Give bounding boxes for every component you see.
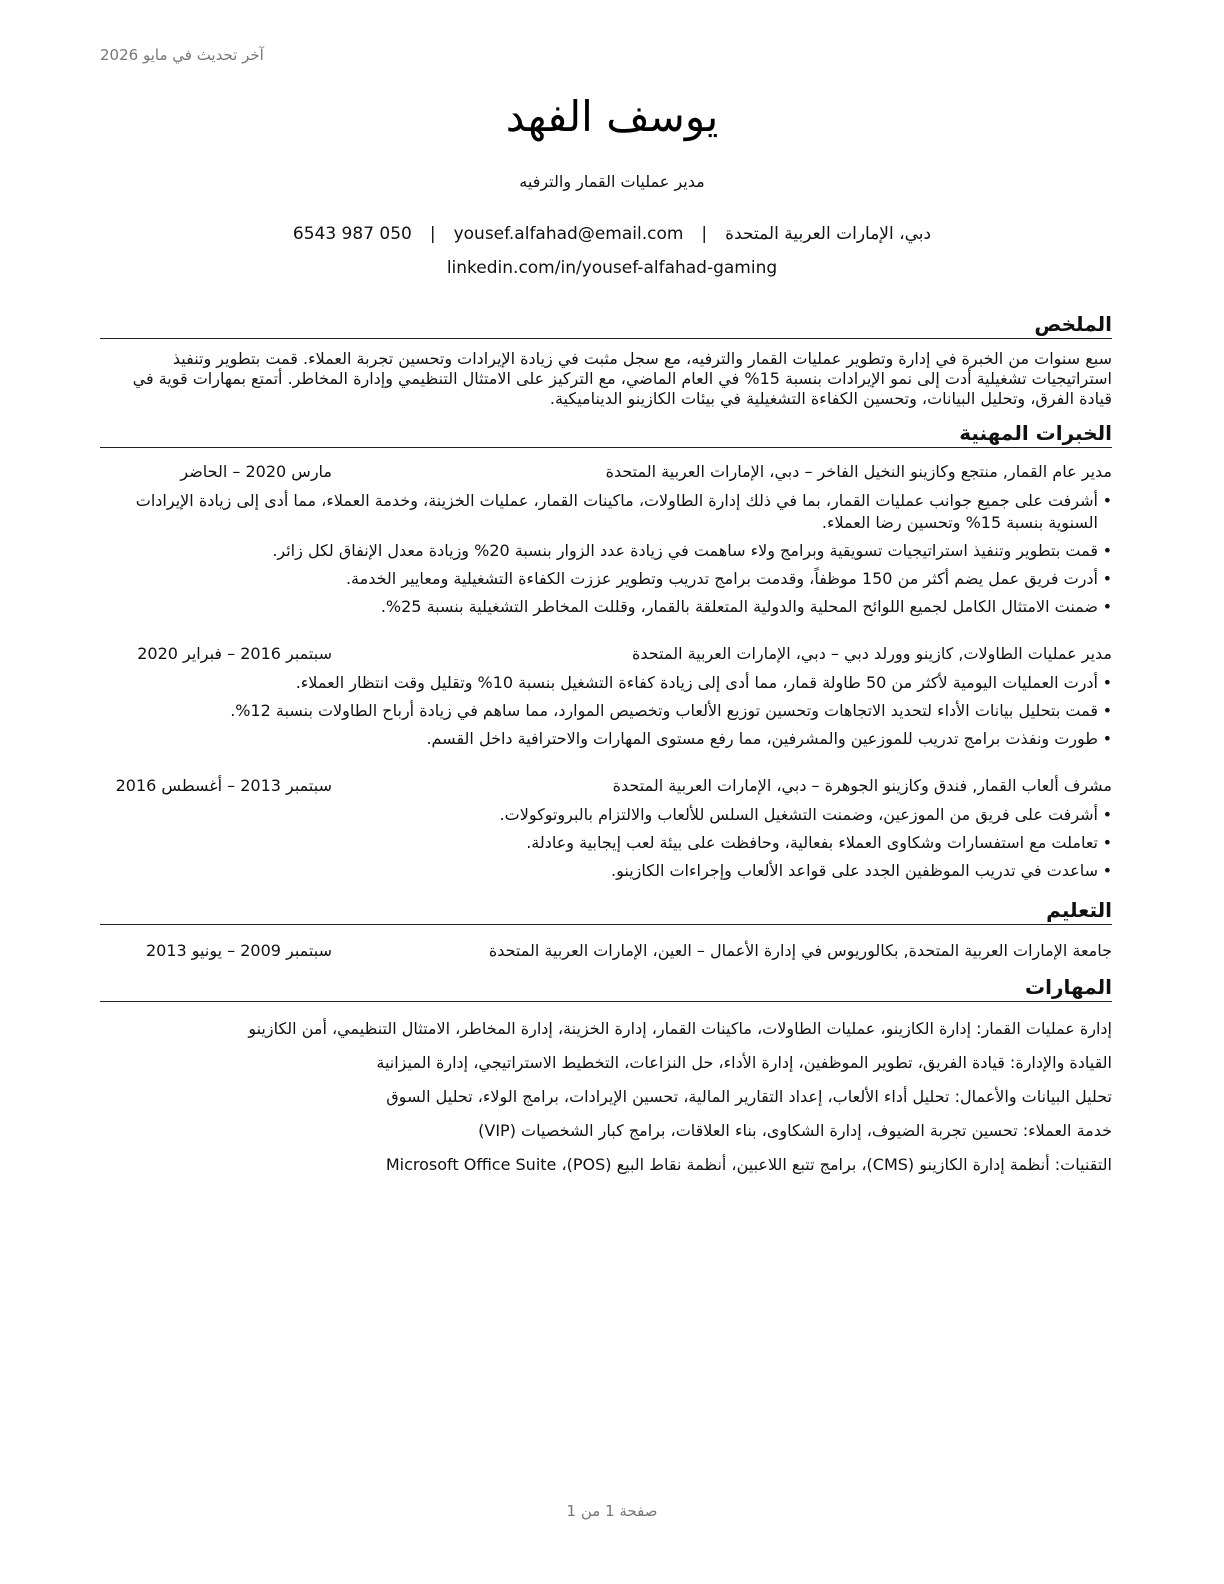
- bullet-item: [100, 804, 1112, 826]
- bullet-icon: •: [1102, 701, 1112, 720]
- candidate-name: يوسف الفهد: [505, 92, 719, 141]
- bullet-icon: •: [1102, 861, 1112, 880]
- skills-list: [100, 1012, 1112, 1182]
- job-dates: مارس 2020 – الحاضر: [180, 462, 332, 481]
- skill-line: خدمة العملاء: تحسين تجربة الضيوف، إدارة الشكاوى، بناء العلاقات، برامج كبار الشخصيات (VIP): [478, 1121, 1112, 1140]
- job-entry: [100, 642, 1112, 750]
- bullet-item: [100, 568, 1112, 590]
- separator: |: [701, 224, 708, 244]
- bullet-item: [100, 672, 1112, 694]
- bullet-icon: •: [1102, 729, 1112, 748]
- bullet-item: [100, 728, 1112, 750]
- contact-line: [0, 224, 1224, 244]
- email-link[interactable]: yousef.alfahad@email.com: [453, 224, 684, 244]
- phone-number: 6543 987 050: [292, 224, 412, 244]
- bullet-text: أشرفت على جميع جوانب عمليات القمار، بما في ذلك إدارة الطاولات، ماكينات القمار، عمليات الخزينة، وخدمة العملاء، مما أدى إلى زيادة الإيرادات السنوية بنسبة 15% وتحسين رضا العملاء.: [135, 491, 1098, 532]
- job-bullets: [100, 490, 1112, 618]
- job-bullets: [100, 804, 1112, 882]
- education-entry: [100, 939, 1112, 963]
- education-dates: سبتمبر 2009 – يونيو 2013: [145, 941, 332, 960]
- bullet-text: أدرت فريق عمل يضم أكثر من 150 موظفاً، وقدمت برامج تدريب وتطوير عززت الكفاءة التشغيلية ومعايير الخدمة.: [345, 569, 1098, 588]
- page-number: صفحة 1 من 1: [566, 1502, 658, 1520]
- job-dates: سبتمبر 2013 – أغسطس 2016: [115, 776, 332, 795]
- linkedin-link[interactable]: linkedin.com/in/yousef-alfahad-gaming: [446, 258, 778, 278]
- bullet-text: أدرت العمليات اليومية لأكثر من 50 طاولة قمار، مما أدى إلى زيادة كفاءة التشغيل بنسبة 10% وتقليل وقت انتظار العملاء.: [295, 673, 1098, 692]
- resume-content: [100, 312, 1112, 1182]
- bullet-item: [100, 596, 1112, 618]
- education-heading: التعليم: [100, 898, 1112, 925]
- skill-line: التقنيات: أنظمة إدارة الكازينو (CMS)، برامج تتبع اللاعبين، أنظمة نقاط البيع (POS)، Microsoft Office Suite: [385, 1155, 1112, 1174]
- separator: |: [429, 224, 436, 244]
- bullet-text: تعاملت مع استفسارات وشكاوى العملاء بفعالية، وحافظت على بيئة لعب إيجابية وعادلة.: [526, 833, 1098, 852]
- bullet-icon: •: [1102, 597, 1112, 616]
- last-updated: آخر تحديث في مايو 2026: [100, 46, 264, 64]
- summary-heading: الملخص: [100, 312, 1112, 339]
- bullet-item: [100, 860, 1112, 882]
- bullet-text: قمت بتحليل بيانات الأداء لتحديد الاتجاهات وتحسين توزيع الألعاب وتخصيص الموارد، مما ساهم في زيادة أرباح الطاولات بنسبة 12%.: [230, 701, 1098, 720]
- location: دبي، الإمارات العربية المتحدة: [725, 224, 932, 244]
- bullet-icon: •: [1102, 805, 1112, 824]
- bullet-text: طورت ونفذت برامج تدريب للموزعين والمشرفين، مما رفع مستوى المهارات والاحترافية داخل القسم.: [426, 729, 1098, 748]
- skill-line: القيادة والإدارة: قيادة الفريق، تطوير الموظفين، إدارة الأداء، حل النزاعات، التخطيط الاستراتيجي، إدارة الميزانية: [376, 1053, 1112, 1072]
- experience-heading: الخبرات المهنية: [100, 421, 1112, 448]
- bullet-text: ساعدت في تدريب الموظفين الجدد على قواعد الألعاب وإجراءات الكازينو.: [611, 861, 1098, 880]
- bullet-icon: •: [1102, 569, 1112, 588]
- bullet-item: [100, 700, 1112, 722]
- job-dates: سبتمبر 2016 – فبراير 2020: [137, 644, 332, 663]
- job-entry: [100, 774, 1112, 882]
- job-header: [100, 460, 1112, 484]
- bullet-text: ضمنت الامتثال الكامل لجميع اللوائح المحلية والدولية المتعلقة بالقمار، وقللت المخاطر التشغيلية بنسبة 25%.: [380, 597, 1098, 616]
- job-title-org: مدير عمليات الطاولات, كازينو وورلد دبي – دبي، الإمارات العربية المتحدة: [632, 644, 1112, 663]
- job-title-org: مدير عام القمار, منتجع وكازينو النخيل الفاخر – دبي، الإمارات العربية المتحدة: [605, 462, 1112, 481]
- summary-text: سبع سنوات من الخبرة في إدارة وتطوير عمليات القمار والترفيه، مع سجل مثبت في زيادة الإيرادات وتحسين تجربة العملاء. قمت بتطوير وتنفيذ استراتيجيات تشغيلية أدت إلى نمو الإيرادات بنسبة 15% في العام الماضي، مع التركيز على الامتثال التنظيمي وإدارة المخاطر. أتمتع بمهارات قوية في قيادة الفرق، وتحليل البيانات، وتحسين الكفاءة التشغيلية في بيئات الكازينو الديناميكية.: [132, 349, 1112, 408]
- bullet-icon: •: [1102, 541, 1112, 560]
- job-header: [100, 774, 1112, 798]
- education-institution: جامعة الإمارات العربية المتحدة, بكالوريوس في إدارة الأعمال – العين، الإمارات العربية المتحدة: [488, 941, 1112, 960]
- skills-heading: المهارات: [100, 975, 1112, 1002]
- bullet-item: [100, 540, 1112, 562]
- job-header: [100, 642, 1112, 666]
- job-title: مدير عمليات القمار والترفيه: [519, 172, 705, 191]
- bullet-icon: •: [1102, 491, 1112, 510]
- bullet-icon: •: [1102, 833, 1112, 852]
- bullet-icon: •: [1102, 673, 1112, 692]
- skill-line: تحليل البيانات والأعمال: تحليل أداء الألعاب، إعداد التقارير المالية، تحسين الإيرادات، برامج الولاء، تحليل السوق: [386, 1087, 1112, 1106]
- job-entry: [100, 460, 1112, 618]
- bullet-text: أشرفت على فريق من الموزعين، وضمنت التشغيل السلس للألعاب والالتزام بالبروتوكولات.: [499, 805, 1098, 824]
- bullet-item: [100, 832, 1112, 854]
- job-bullets: [100, 672, 1112, 750]
- job-title-org: مشرف ألعاب القمار, فندق وكازينو الجوهرة – دبي، الإمارات العربية المتحدة: [612, 776, 1112, 795]
- bullet-text: قمت بتطوير وتنفيذ استراتيجيات تسويقية وبرامج ولاء ساهمت في زيادة عدد الزوار بنسبة 20% وزيادة معدل الإنفاق لكل زائر.: [272, 541, 1098, 560]
- skill-line: إدارة عمليات القمار: إدارة الكازينو، عمليات الطاولات، ماكينات القمار، إدارة الخزينة، إدارة المخاطر، الامتثال التنظيمي، أمن الكازينو: [248, 1019, 1112, 1038]
- bullet-item: [100, 490, 1112, 534]
